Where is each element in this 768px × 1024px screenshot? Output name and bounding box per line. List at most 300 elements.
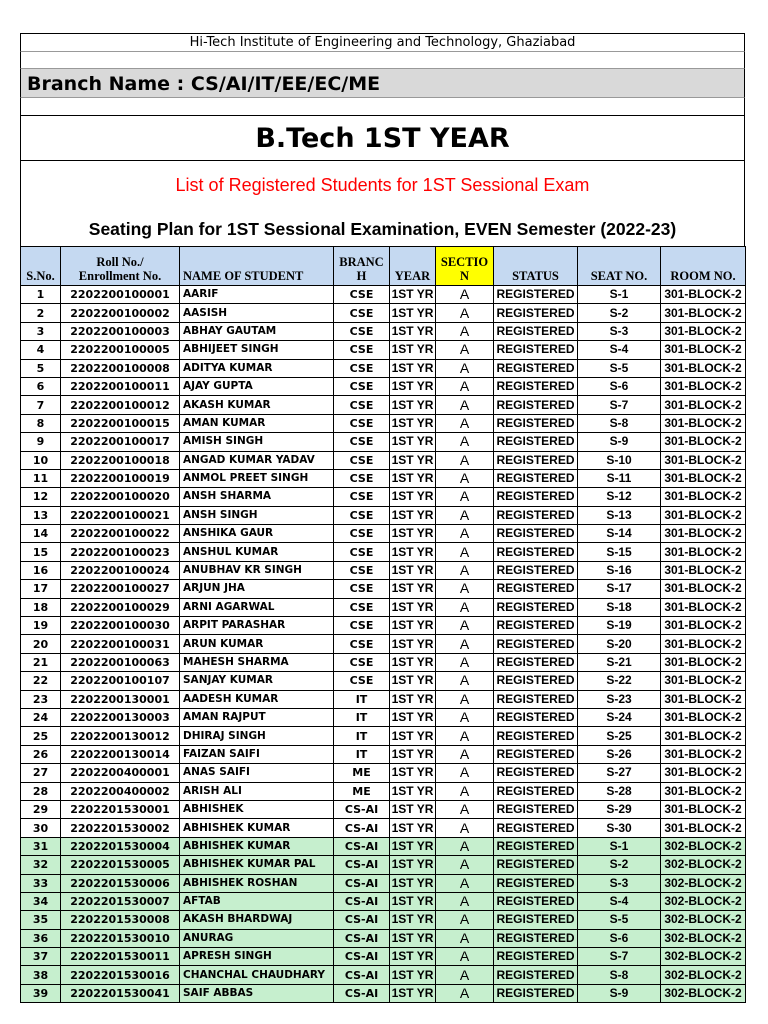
cell-student-name: ARISH ALI — [180, 782, 334, 800]
cell-year: 1ST YR — [390, 322, 436, 340]
cell-section: A — [436, 966, 494, 984]
cell-roll-no: 2202200100029 — [61, 598, 180, 616]
cell-year: 1ST YR — [390, 911, 436, 929]
cell-student-name: AFTAB — [180, 892, 334, 910]
cell-section: A — [436, 800, 494, 818]
cell-section: A — [436, 635, 494, 653]
cell-status: REGISTERED — [494, 377, 578, 395]
cell-roll-no: 2202201530041 — [61, 984, 180, 1002]
col-header-name — [180, 247, 334, 286]
cell-roll-no: 2202200100020 — [61, 488, 180, 506]
cell-student-name: ANSH SINGH — [180, 506, 334, 524]
cell-student-name: ANSHUL KUMAR — [180, 543, 334, 561]
cell-room-no: 301-BLOCK-2 — [661, 341, 746, 359]
col-header-sno — [21, 247, 61, 286]
cell-student-name: SAIF ABBAS — [180, 984, 334, 1002]
cell-seat-no: S-24 — [578, 708, 661, 726]
cell-sno: 39 — [21, 984, 61, 1002]
cell-status: REGISTERED — [494, 286, 578, 304]
table-row — [21, 672, 746, 690]
cell-roll-no: 2202200100063 — [61, 653, 180, 671]
cell-year: 1ST YR — [390, 856, 436, 874]
table-row — [21, 635, 746, 653]
cell-room-no: 301-BLOCK-2 — [661, 617, 746, 635]
cell-branch: IT — [334, 690, 390, 708]
spacer-row — [20, 98, 745, 116]
cell-branch: IT — [334, 745, 390, 763]
cell-student-name: ARJUN JHA — [180, 580, 334, 598]
cell-sno: 33 — [21, 874, 61, 892]
table-row — [21, 837, 746, 855]
table-row — [21, 322, 746, 340]
cell-roll-no: 2202200100018 — [61, 451, 180, 469]
cell-status: REGISTERED — [494, 764, 578, 782]
col-label: S.No. — [26, 269, 55, 283]
cell-roll-no: 2202200100019 — [61, 469, 180, 487]
cell-year: 1ST YR — [390, 561, 436, 579]
cell-sno: 30 — [21, 819, 61, 837]
cell-seat-no: S-14 — [578, 525, 661, 543]
cell-roll-no: 2202200100030 — [61, 617, 180, 635]
cell-sno: 32 — [21, 856, 61, 874]
table-row — [21, 708, 746, 726]
cell-status: REGISTERED — [494, 800, 578, 818]
table-row — [21, 856, 746, 874]
cell-roll-no: 2202200100021 — [61, 506, 180, 524]
cell-sno: 37 — [21, 948, 61, 966]
cell-section: A — [436, 782, 494, 800]
col-label-line1: BRANC — [339, 255, 384, 269]
cell-room-no: 301-BLOCK-2 — [661, 525, 746, 543]
table-row — [21, 304, 746, 322]
cell-branch: CSE — [334, 286, 390, 304]
cell-year: 1ST YR — [390, 433, 436, 451]
cell-seat-no: S-21 — [578, 653, 661, 671]
cell-status: REGISTERED — [494, 966, 578, 984]
cell-student-name: FAIZAN SAIFI — [180, 745, 334, 763]
cell-room-no: 301-BLOCK-2 — [661, 764, 746, 782]
cell-section: A — [436, 745, 494, 763]
cell-branch: CSE — [334, 543, 390, 561]
cell-sno: 16 — [21, 561, 61, 579]
cell-student-name: APRESH SINGH — [180, 948, 334, 966]
exam-sheet — [20, 33, 745, 1003]
year-title: B.Tech 1ST YEAR — [20, 116, 745, 161]
cell-roll-no: 2202201530008 — [61, 911, 180, 929]
cell-seat-no: S-6 — [578, 377, 661, 395]
col-label: NAME OF STUDENT — [183, 269, 304, 283]
cell-seat-no: S-7 — [578, 948, 661, 966]
cell-branch: CSE — [334, 672, 390, 690]
cell-sno: 20 — [21, 635, 61, 653]
col-header-year — [390, 247, 436, 286]
cell-seat-no: S-23 — [578, 690, 661, 708]
cell-student-name: AARIF — [180, 286, 334, 304]
table-row — [21, 819, 746, 837]
cell-status: REGISTERED — [494, 488, 578, 506]
table-row — [21, 377, 746, 395]
cell-status: REGISTERED — [494, 929, 578, 947]
cell-seat-no: S-1 — [578, 286, 661, 304]
cell-seat-no: S-9 — [578, 984, 661, 1002]
cell-student-name: AMAN KUMAR — [180, 414, 334, 432]
branch-name: Branch Name : CS/AI/IT/EE/EC/ME — [20, 68, 745, 98]
cell-branch: CS-AI — [334, 984, 390, 1002]
cell-roll-no: 2202200100002 — [61, 304, 180, 322]
cell-status: REGISTERED — [494, 708, 578, 726]
cell-section: A — [436, 874, 494, 892]
cell-roll-no: 2202200100024 — [61, 561, 180, 579]
cell-room-no: 301-BLOCK-2 — [661, 359, 746, 377]
col-label: YEAR — [394, 269, 431, 283]
cell-room-no: 301-BLOCK-2 — [661, 377, 746, 395]
cell-branch: ME — [334, 782, 390, 800]
cell-branch: IT — [334, 708, 390, 726]
cell-section: A — [436, 617, 494, 635]
cell-seat-no: S-26 — [578, 745, 661, 763]
cell-sno: 31 — [21, 837, 61, 855]
cell-roll-no: 2202200100031 — [61, 635, 180, 653]
cell-student-name: DHIRAJ SINGH — [180, 727, 334, 745]
cell-branch: CS-AI — [334, 819, 390, 837]
cell-roll-no: 2202200100107 — [61, 672, 180, 690]
cell-section: A — [436, 598, 494, 616]
cell-branch: CS-AI — [334, 948, 390, 966]
seating-table — [20, 246, 746, 1003]
cell-student-name: AJAY GUPTA — [180, 377, 334, 395]
cell-seat-no: S-4 — [578, 341, 661, 359]
cell-student-name: AKASH KUMAR — [180, 396, 334, 414]
cell-seat-no: S-16 — [578, 561, 661, 579]
cell-student-name: ABHISHEK — [180, 800, 334, 818]
cell-roll-no: 2202200100008 — [61, 359, 180, 377]
cell-status: REGISTERED — [494, 911, 578, 929]
cell-branch: CS-AI — [334, 837, 390, 855]
table-row — [21, 580, 746, 598]
cell-status: REGISTERED — [494, 948, 578, 966]
cell-seat-no: S-7 — [578, 396, 661, 414]
cell-sno: 24 — [21, 708, 61, 726]
cell-branch: CSE — [334, 580, 390, 598]
cell-room-no: 301-BLOCK-2 — [661, 819, 746, 837]
col-label-line2: Enrollment No. — [78, 269, 162, 283]
table-header-row — [21, 247, 746, 286]
cell-year: 1ST YR — [390, 745, 436, 763]
table-row — [21, 929, 746, 947]
cell-status: REGISTERED — [494, 745, 578, 763]
cell-seat-no: S-18 — [578, 598, 661, 616]
cell-roll-no: 2202200130003 — [61, 708, 180, 726]
cell-status: REGISTERED — [494, 727, 578, 745]
cell-status: REGISTERED — [494, 433, 578, 451]
table-row — [21, 874, 746, 892]
registered-list-subtitle: List of Registered Students for 1ST Sessional Exam — [175, 175, 590, 195]
cell-student-name: ARPIT PARASHAR — [180, 617, 334, 635]
table-row — [21, 396, 746, 414]
cell-year: 1ST YR — [390, 635, 436, 653]
cell-seat-no: S-22 — [578, 672, 661, 690]
cell-student-name: ANSH SHARMA — [180, 488, 334, 506]
table-row — [21, 286, 746, 304]
col-header-seat — [578, 247, 661, 286]
cell-roll-no: 2202201530010 — [61, 929, 180, 947]
table-row — [21, 359, 746, 377]
cell-roll-no: 2202201530006 — [61, 874, 180, 892]
cell-roll-no: 2202201530011 — [61, 948, 180, 966]
cell-student-name: ANAS SAIFI — [180, 764, 334, 782]
cell-sno: 29 — [21, 800, 61, 818]
cell-year: 1ST YR — [390, 672, 436, 690]
cell-student-name: ABHISHEK KUMAR — [180, 837, 334, 855]
cell-student-name: AMAN RAJPUT — [180, 708, 334, 726]
cell-branch: CSE — [334, 561, 390, 579]
cell-branch: CS-AI — [334, 892, 390, 910]
col-label-line2: H — [356, 269, 367, 283]
table-row — [21, 653, 746, 671]
cell-roll-no: 2202200100003 — [61, 322, 180, 340]
cell-sno: 26 — [21, 745, 61, 763]
cell-branch: CSE — [334, 488, 390, 506]
cell-year: 1ST YR — [390, 469, 436, 487]
cell-branch: CSE — [334, 506, 390, 524]
cell-sno: 28 — [21, 782, 61, 800]
cell-seat-no: S-15 — [578, 543, 661, 561]
table-row — [21, 617, 746, 635]
col-label-line2: N — [459, 269, 470, 283]
cell-status: REGISTERED — [494, 414, 578, 432]
cell-section: A — [436, 414, 494, 432]
cell-section: A — [436, 819, 494, 837]
cell-room-no: 301-BLOCK-2 — [661, 488, 746, 506]
table-row — [21, 561, 746, 579]
col-label: STATUS — [512, 269, 559, 283]
cell-year: 1ST YR — [390, 727, 436, 745]
cell-status: REGISTERED — [494, 561, 578, 579]
cell-roll-no: 2202201530007 — [61, 892, 180, 910]
cell-section: A — [436, 469, 494, 487]
cell-seat-no: S-30 — [578, 819, 661, 837]
cell-status: REGISTERED — [494, 451, 578, 469]
cell-student-name: ANURAG — [180, 929, 334, 947]
cell-status: REGISTERED — [494, 874, 578, 892]
cell-sno: 6 — [21, 377, 61, 395]
cell-branch: ME — [334, 764, 390, 782]
cell-seat-no: S-19 — [578, 617, 661, 635]
cell-sno: 5 — [21, 359, 61, 377]
cell-year: 1ST YR — [390, 543, 436, 561]
cell-sno: 12 — [21, 488, 61, 506]
cell-year: 1ST YR — [390, 984, 436, 1002]
cell-section: A — [436, 892, 494, 910]
cell-section: A — [436, 341, 494, 359]
cell-section: A — [436, 451, 494, 469]
cell-branch: CSE — [334, 598, 390, 616]
cell-room-no: 301-BLOCK-2 — [661, 580, 746, 598]
institute-name: Hi-Tech Institute of Engineering and Technology, Ghaziabad — [20, 33, 745, 51]
cell-status: REGISTERED — [494, 837, 578, 855]
cell-year: 1ST YR — [390, 451, 436, 469]
cell-seat-no: S-3 — [578, 322, 661, 340]
cell-branch: CSE — [334, 525, 390, 543]
cell-room-no: 301-BLOCK-2 — [661, 543, 746, 561]
cell-branch: CSE — [334, 469, 390, 487]
cell-section: A — [436, 561, 494, 579]
cell-sno: 9 — [21, 433, 61, 451]
table-row — [21, 966, 746, 984]
cell-section: A — [436, 286, 494, 304]
cell-branch: CSE — [334, 377, 390, 395]
cell-branch: CSE — [334, 304, 390, 322]
cell-seat-no: S-20 — [578, 635, 661, 653]
cell-status: REGISTERED — [494, 819, 578, 837]
cell-status: REGISTERED — [494, 580, 578, 598]
col-header-room — [661, 247, 746, 286]
cell-year: 1ST YR — [390, 359, 436, 377]
table-row — [21, 543, 746, 561]
cell-year: 1ST YR — [390, 341, 436, 359]
cell-year: 1ST YR — [390, 286, 436, 304]
cell-year: 1ST YR — [390, 708, 436, 726]
table-row — [21, 892, 746, 910]
cell-seat-no: S-8 — [578, 414, 661, 432]
cell-room-no: 301-BLOCK-2 — [661, 286, 746, 304]
cell-roll-no: 2202200100012 — [61, 396, 180, 414]
cell-year: 1ST YR — [390, 837, 436, 855]
cell-section: A — [436, 929, 494, 947]
cell-sno: 34 — [21, 892, 61, 910]
cell-status: REGISTERED — [494, 690, 578, 708]
cell-roll-no: 2202200100022 — [61, 525, 180, 543]
spacer-row — [20, 51, 745, 68]
cell-roll-no: 2202201530016 — [61, 966, 180, 984]
table-row — [21, 745, 746, 763]
cell-branch: CSE — [334, 617, 390, 635]
cell-room-no: 302-BLOCK-2 — [661, 892, 746, 910]
cell-seat-no: S-29 — [578, 800, 661, 818]
cell-branch: CSE — [334, 359, 390, 377]
title-block — [20, 161, 745, 246]
cell-branch: CSE — [334, 322, 390, 340]
cell-student-name: ARNI AGARWAL — [180, 598, 334, 616]
cell-sno: 25 — [21, 727, 61, 745]
cell-sno: 23 — [21, 690, 61, 708]
table-row — [21, 782, 746, 800]
cell-seat-no: S-10 — [578, 451, 661, 469]
cell-branch: CSE — [334, 396, 390, 414]
cell-seat-no: S-11 — [578, 469, 661, 487]
cell-roll-no: 2202200100015 — [61, 414, 180, 432]
cell-seat-no: S-5 — [578, 359, 661, 377]
cell-seat-no: S-1 — [578, 837, 661, 855]
cell-branch: CSE — [334, 635, 390, 653]
cell-section: A — [436, 984, 494, 1002]
cell-section: A — [436, 525, 494, 543]
cell-room-no: 301-BLOCK-2 — [661, 598, 746, 616]
table-row — [21, 764, 746, 782]
cell-section: A — [436, 948, 494, 966]
cell-branch: CS-AI — [334, 966, 390, 984]
cell-sno: 7 — [21, 396, 61, 414]
cell-year: 1ST YR — [390, 929, 436, 947]
cell-branch: CS-AI — [334, 929, 390, 947]
cell-student-name: ADITYA KUMAR — [180, 359, 334, 377]
table-row — [21, 948, 746, 966]
cell-room-no: 301-BLOCK-2 — [661, 727, 746, 745]
cell-section: A — [436, 396, 494, 414]
cell-section: A — [436, 488, 494, 506]
cell-room-no: 301-BLOCK-2 — [661, 690, 746, 708]
cell-student-name: ANSHIKA GAUR — [180, 525, 334, 543]
cell-sno: 1 — [21, 286, 61, 304]
cell-section: A — [436, 672, 494, 690]
cell-room-no: 301-BLOCK-2 — [661, 672, 746, 690]
col-label: ROOM NO. — [670, 269, 736, 283]
cell-branch: IT — [334, 727, 390, 745]
cell-section: A — [436, 543, 494, 561]
cell-status: REGISTERED — [494, 506, 578, 524]
cell-roll-no: 2202200100005 — [61, 341, 180, 359]
cell-room-no: 301-BLOCK-2 — [661, 322, 746, 340]
cell-sno: 13 — [21, 506, 61, 524]
cell-student-name: ARUN KUMAR — [180, 635, 334, 653]
cell-section: A — [436, 653, 494, 671]
cell-student-name: AASISH — [180, 304, 334, 322]
cell-seat-no: S-4 — [578, 892, 661, 910]
cell-seat-no: S-2 — [578, 304, 661, 322]
cell-student-name: ABHAY GAUTAM — [180, 322, 334, 340]
cell-student-name: ABHISHEK KUMAR — [180, 819, 334, 837]
table-row — [21, 911, 746, 929]
cell-year: 1ST YR — [390, 948, 436, 966]
cell-roll-no: 2202201530002 — [61, 819, 180, 837]
cell-student-name: ANMOL PREET SINGH — [180, 469, 334, 487]
cell-student-name: ABHISHEK ROSHAN — [180, 874, 334, 892]
seating-plan-title: Seating Plan for 1ST Sessional Examination, EVEN Semester (2022-23) — [88, 219, 677, 239]
cell-sno: 3 — [21, 322, 61, 340]
cell-student-name: AADESH KUMAR — [180, 690, 334, 708]
cell-seat-no: S-2 — [578, 856, 661, 874]
cell-room-no: 302-BLOCK-2 — [661, 911, 746, 929]
cell-year: 1ST YR — [390, 488, 436, 506]
cell-status: REGISTERED — [494, 782, 578, 800]
cell-student-name: ANUBHAV KR SINGH — [180, 561, 334, 579]
cell-section: A — [436, 377, 494, 395]
cell-branch: CSE — [334, 414, 390, 432]
table-row — [21, 469, 746, 487]
cell-seat-no: S-8 — [578, 966, 661, 984]
cell-branch: CSE — [334, 341, 390, 359]
cell-sno: 27 — [21, 764, 61, 782]
cell-room-no: 302-BLOCK-2 — [661, 874, 746, 892]
cell-seat-no: S-13 — [578, 506, 661, 524]
cell-year: 1ST YR — [390, 874, 436, 892]
col-header-section — [436, 247, 494, 286]
cell-year: 1ST YR — [390, 598, 436, 616]
cell-room-no: 301-BLOCK-2 — [661, 782, 746, 800]
cell-branch: CS-AI — [334, 874, 390, 892]
cell-room-no: 301-BLOCK-2 — [661, 414, 746, 432]
cell-room-no: 301-BLOCK-2 — [661, 653, 746, 671]
table-row — [21, 598, 746, 616]
table-row — [21, 341, 746, 359]
cell-section: A — [436, 911, 494, 929]
cell-year: 1ST YR — [390, 966, 436, 984]
cell-room-no: 301-BLOCK-2 — [661, 433, 746, 451]
cell-roll-no: 2202201530004 — [61, 837, 180, 855]
cell-status: REGISTERED — [494, 359, 578, 377]
cell-room-no: 302-BLOCK-2 — [661, 966, 746, 984]
cell-roll-no: 2202200100023 — [61, 543, 180, 561]
